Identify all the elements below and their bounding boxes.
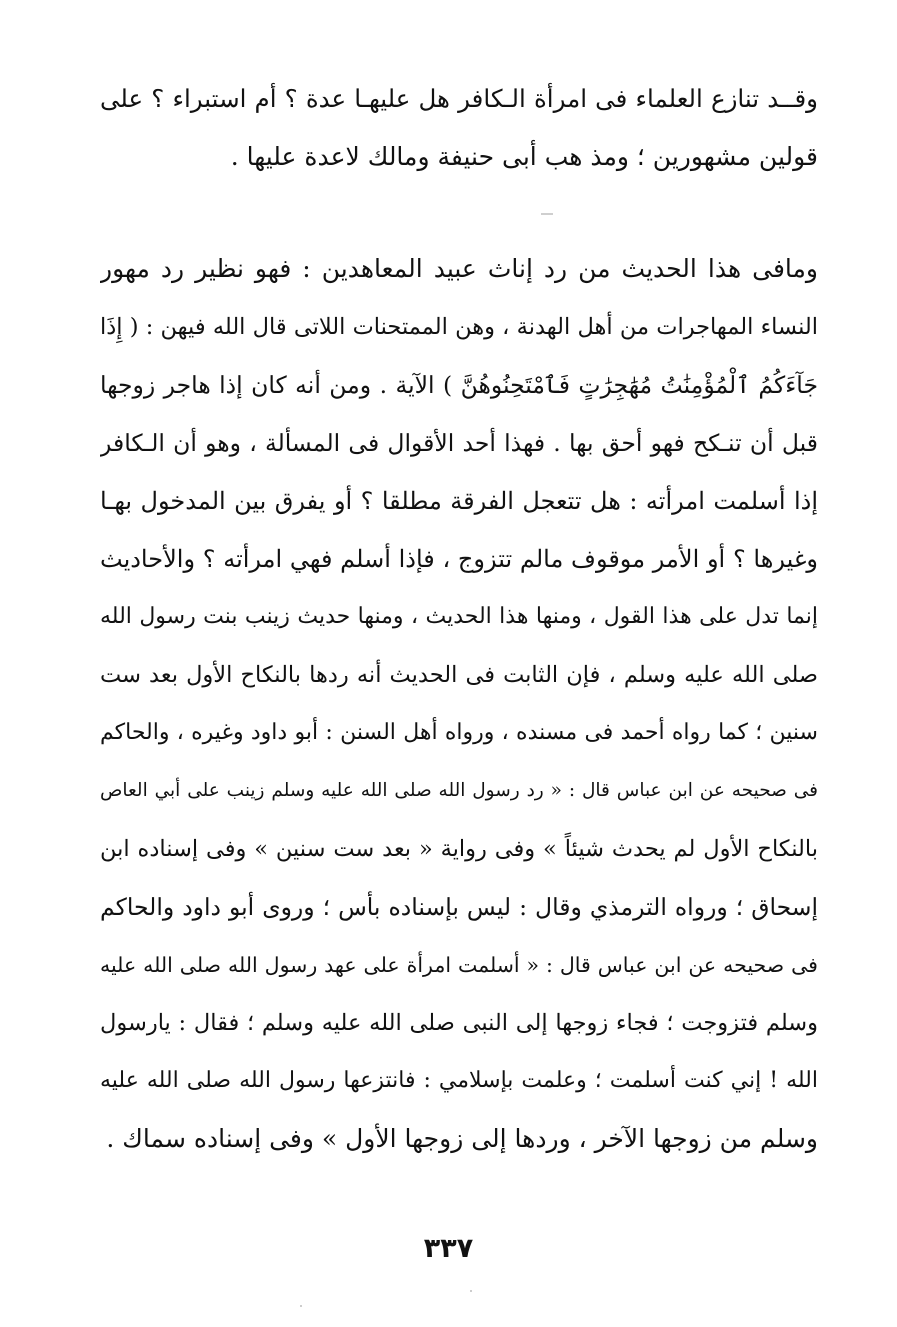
text-line: صلى الله عليه وسلم ، فإن الثابت فى الحديث أنه ردها بالنكاح الأول بعد ست [100, 662, 818, 688]
text-line: النساء المهاجرات من أهل الهدنة ، وهن الممتحنات اللاتى قال الله فيهن : ( إِذَا [100, 314, 818, 340]
page-speck [470, 1290, 472, 1292]
text-line: إسحاق ؛ ورواه الترمذي وقال : ليس بإسناده بأس ؛ وروى أبو داود والحاكم [100, 893, 818, 921]
text-line: قولين مشهورين ؛ ومذ هب أبى حنيفة ومالك لاعدة عليها . [230, 142, 818, 171]
text-line: إنما تدل على هذا القول ، ومنها هذا الحديث ، ومنها حديث زينب بنت رسول الله [100, 604, 818, 629]
text-line: ومافى هذا الحديث من رد إناث عبيد المعاهدين : فهو نظير رد مهور [100, 254, 818, 283]
paragraph-2 [100, 240, 818, 1168]
text-line: وسلم فتزوجت ؛ فجاء زوجها إلى النبى صلى الله عليه وسلم ؛ فقال : يارسول [100, 1010, 818, 1036]
quran-verse-line: جَآءَكُمُ ٱلْمُؤْمِنَٰتُ مُهَٰجِرَٰتٍ فَٱمْتَحِنُوهُنَّ ) الآية . ومن أنه كان إذا هاجر زوجها [100, 371, 818, 399]
page-number: ٣٣٧ [423, 1233, 474, 1264]
text-line: سنين ؛ كما رواه أحمد فى مسنده ، ورواه أهل السنن : أبو داود وغيره ، والحاكم [100, 720, 818, 745]
page-speck [300, 1305, 302, 1307]
text-line: وسلم من زوجها الآخر ، وردها إلى زوجها الأول » وفى إسناده سماك . [106, 1124, 818, 1153]
text-line: قبل أن تنـكح فهو أحق بها . فهذا أحد الأقوال فى المسألة ، وهو أن الـكافر [100, 429, 818, 457]
text-line: بالنكاح الأول لم يحدث شيئاً » وفى رواية « بعد ست سنين » وفى إسناده ابن [100, 836, 818, 862]
text-line: وغيرها ؟ أو الأمر موقوف مالم تتزوج ، فإذا أسلم فهي امرأته ؟ والأحاديث [100, 545, 818, 573]
page-speck [541, 213, 553, 215]
text-line: فى صحيحه عن ابن عباس قال : « رد رسول الله صلى الله عليه وسلم زينب على أبي العاص [100, 780, 818, 801]
text-line: الله ! إني كنت أسلمت ؛ وعلمت بإسلامي : فانتزعها رسول الله صلى الله عليه [100, 1068, 818, 1093]
text-line: إذا أسلمت امرأته : هل تتعجل الفرقة مطلقا ؟ أو يفرق بين المدخول بهـا [100, 487, 818, 515]
text-line: فى صحيحه عن ابن عباس قال : « أسلمت امرأة على عهد رسول الله صلى الله عليه [100, 953, 818, 977]
paragraph-1 [100, 70, 818, 186]
text-line: وقــد تنازع العلماء فى امرأة الـكافر هل عليهـا عدة ؟ أم استبراء ؟ على [100, 84, 818, 113]
